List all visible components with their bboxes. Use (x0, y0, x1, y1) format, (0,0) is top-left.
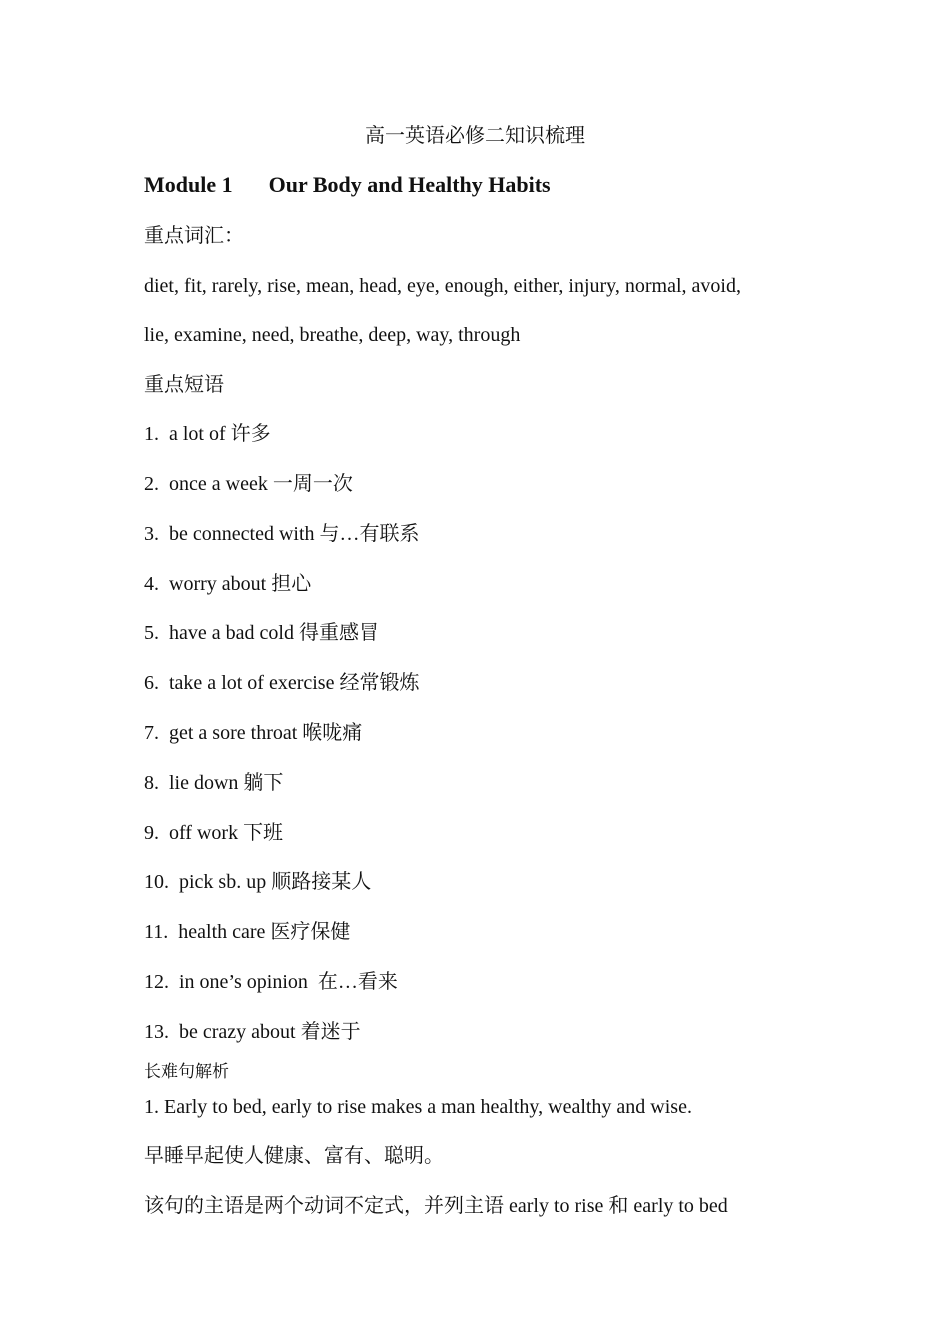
phrase-item (144, 869, 371, 895)
phrase-number: 2. (144, 473, 159, 495)
sentence-1: 1. Early to bed, early to rise makes a man healthy, wealthy and wise. (144, 1096, 692, 1118)
phrase-item (144, 571, 311, 597)
phrase-text: be connected with 与…有联系 (169, 523, 420, 545)
phrase-number: 13. (144, 1021, 169, 1043)
vocab-heading: 重点词汇： (144, 225, 244, 247)
phrase-item (144, 919, 350, 945)
phrase-item (144, 969, 398, 995)
phrase-item (144, 770, 283, 796)
phrase-text: pick sb. up 顺路接某人 (179, 871, 372, 893)
phrase-text: take a lot of exercise 经常锻炼 (169, 672, 420, 694)
document-title: 高一英语必修二知识梳理 (365, 125, 585, 147)
phrase-text: lie down 躺下 (169, 772, 284, 794)
phrase-text: a lot of 许多 (169, 423, 271, 445)
phrase-item (144, 421, 271, 447)
phrase-item (144, 720, 362, 746)
phrase-number: 7. (144, 722, 159, 744)
vocab-line-2: lie, examine, need, breathe, deep, way, through (144, 324, 521, 346)
phrase-item (144, 620, 379, 646)
phrase-number: 6. (144, 672, 159, 694)
sentence-1-note: 该句的主语是两个动词不定式，并列主语 early to rise 和 early to bed (144, 1195, 728, 1217)
phrase-number: 8. (144, 772, 159, 794)
phrase-number: 9. (144, 822, 159, 844)
module-name: Our Body and Healthy Habits (268, 172, 551, 197)
phrase-number: 3. (144, 523, 159, 545)
phrase-number: 12. (144, 971, 169, 993)
phrase-text: get a sore throat 喉咙痛 (169, 722, 363, 744)
sentence-1-translation: 早睡早起使人健康、富有、聪明。 (144, 1145, 444, 1167)
module-number: Module 1 (144, 172, 233, 197)
phrase-text: once a week 一周一次 (169, 473, 353, 495)
phrase-item (144, 670, 419, 696)
phrase-number: 10. (144, 871, 169, 893)
phrase-text: health care 医疗保健 (178, 921, 351, 943)
phrase-text: be crazy about 着迷于 (179, 1021, 361, 1043)
phrase-number: 5. (144, 622, 159, 644)
phrase-number: 1. (144, 423, 159, 445)
phrase-item (144, 1019, 361, 1045)
phrase-text: off work 下班 (169, 822, 284, 844)
phrase-item (144, 521, 420, 547)
phrase-text: worry about 担心 (169, 573, 312, 595)
vocab-line-1: diet, fit, rarely, rise, mean, head, eye, enough, either, injury, normal, avoid, (144, 275, 741, 297)
phrases-heading: 重点短语 (144, 374, 224, 396)
phrase-item (144, 471, 353, 497)
module-heading (144, 171, 551, 199)
sentences-heading: 长难句解析 (144, 1062, 229, 1081)
phrase-number: 11. (144, 921, 169, 943)
phrase-text: have a bad cold 得重感冒 (169, 622, 379, 644)
phrase-number: 4. (144, 573, 159, 595)
phrase-text: in one’s opinion 在…看来 (179, 971, 398, 993)
phrase-item (144, 820, 283, 846)
